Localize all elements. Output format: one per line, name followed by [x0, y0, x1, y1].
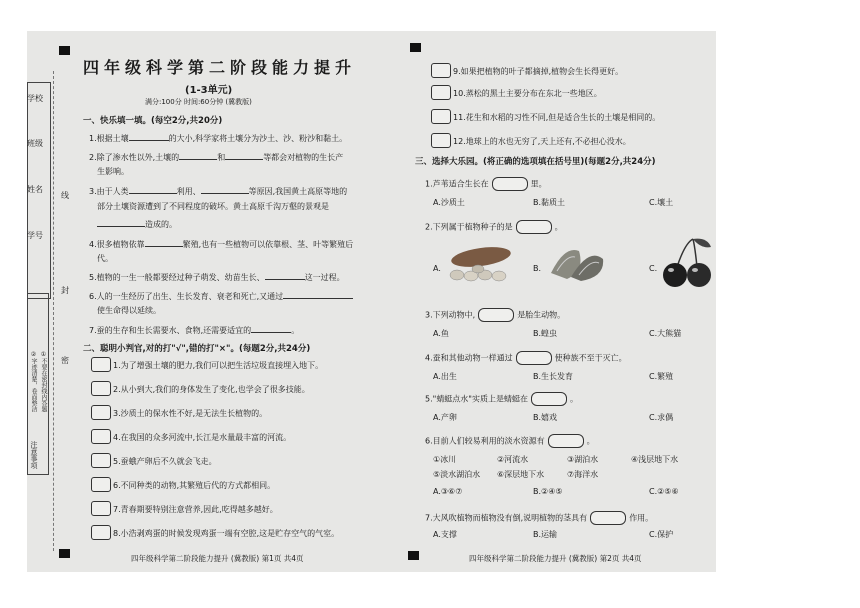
q5-option-b[interactable]: B.嬉戏 [533, 413, 558, 422]
registration-mark [408, 551, 419, 560]
fill-item-6: 6.人的一生经历了出生、生长发育、衰老和死亡,又通过 [89, 290, 353, 302]
unit-range: (1-3单元) [185, 85, 233, 96]
fill-item-3-cont: 部分土壤资源遭到了不同程度的破坏。黄土高原千沟万壑的景观是 [97, 202, 329, 211]
q7-option-c[interactable]: C.保护 [649, 530, 674, 539]
answer-blank[interactable] [97, 218, 145, 227]
judge-item-10: 10.蒸松的黑土主要分布在东北一些地区。 [453, 89, 602, 98]
judge-item-6: 6.不同种类的动物,其繁殖后代的方式都相同。 [113, 481, 276, 490]
q6-choice-3: ③湖泊水 [567, 455, 599, 464]
fill-item-3-cont2: 造成的。 [97, 218, 177, 230]
q6-option-b[interactable]: B.②④⑤ [533, 487, 563, 496]
q6-option-a[interactable]: A.③⑥⑦ [433, 487, 463, 496]
choice-q7-stem: 7.大风吹植物而植物没有倒,说明植物的茎具有 作用。 [425, 511, 653, 525]
choice-q5-stem: 5."蜻蜓点水"实质上是蜻蜓在 。 [425, 392, 578, 406]
answer-paren[interactable] [548, 434, 584, 448]
judge-item-7: 7.青春期要特别注意营养,因此,吃得越多越好。 [113, 505, 278, 514]
fill-item-6-cont: 使生命得以延续。 [97, 306, 161, 315]
fill-item-3: 3.由于人类 利用、 等原因,我国黄土高原等地的 [89, 187, 348, 196]
melon-slices-image [545, 243, 609, 283]
notes-label: 注意事项 [30, 441, 38, 469]
fill-item-4-cont: 代。 [97, 254, 113, 263]
judge-item-2: 2.从小到大,我们的身体发生了变化,也学会了很多技能。 [113, 385, 310, 394]
left-page-footer: 四年级科学第二阶段能力提升 (冀教版) 第1页 共4页 [131, 554, 304, 563]
fill-item-4: 4.很多植物依靠 繁殖,也有一些植物可以依靠根、茎、叶等繁殖后 [89, 240, 354, 249]
notes-line-2: ②字迹清楚，卷面整洁 [30, 351, 37, 412]
q2-option-a[interactable]: A. [433, 264, 441, 273]
name-label: 姓名 [27, 185, 43, 194]
judge-answer-box[interactable] [91, 477, 111, 492]
choice-q4-stem: 4.蚕和其他动物一样通过 使种族不至于灭亡。 [425, 351, 627, 365]
q6-choice-1: ①冰川 [433, 455, 457, 464]
q2-option-b[interactable]: B. [533, 264, 542, 273]
answer-blank[interactable] [265, 271, 305, 280]
answer-blank[interactable] [179, 151, 217, 160]
q6-choice-6: ⑥深层地下水 [497, 470, 545, 479]
answer-blank[interactable] [225, 151, 263, 160]
q7-option-b[interactable]: B.运输 [533, 530, 558, 539]
judge-answer-box[interactable] [431, 85, 451, 100]
judge-answer-box[interactable] [431, 133, 451, 148]
judge-item-1: 1.为了增强土壤的肥力,我们可以把生活垃圾直接埋入地下。 [113, 361, 324, 370]
judge-answer-box[interactable] [91, 429, 111, 444]
judge-item-9: 9.如果把植物的叶子都摘掉,植物会生长得更好。 [453, 67, 624, 76]
q3-option-b[interactable]: B.蝗虫 [533, 329, 558, 338]
registration-mark [59, 46, 70, 55]
answer-paren[interactable] [590, 511, 626, 525]
registration-mark [59, 549, 70, 558]
sweet-potato-seeds-image [443, 243, 519, 283]
section1-heading: 一、快乐填一填。(每空2分,共20分) [83, 116, 223, 126]
q4-option-b[interactable]: B.生长发育 [533, 372, 574, 381]
q6-option-c[interactable]: C.②⑤⑥ [649, 487, 679, 496]
judge-answer-box[interactable] [91, 453, 111, 468]
q4-option-a[interactable]: A.出生 [433, 372, 457, 381]
choice-q6-stem: 6.目前人们较易利用的淡水资源有 。 [425, 434, 595, 448]
judge-item-8: 8.小浩剥鸡蛋的时候发现鸡蛋一端有空腔,这是贮存空气的气室。 [113, 529, 340, 538]
q3-option-a[interactable]: A.鱼 [433, 329, 449, 338]
exam-meta: 满分:100分 时间:60分钟 (冀教版) [145, 98, 252, 106]
q1-option-c[interactable]: C.壤土 [649, 198, 674, 207]
answer-paren[interactable] [478, 308, 514, 322]
judge-item-3: 3.沙质土的保水性不好,是无法生长植物的。 [113, 409, 268, 418]
judge-answer-box[interactable] [91, 381, 111, 396]
number-label: 学号 [27, 231, 43, 240]
fill-item-2: 2.除了渗水性以外,土壤的 和 等都会对植物的生长产 [89, 153, 344, 162]
judge-item-12: 12.地球上的水也无穷了,天上还有,不必担心没水。 [453, 137, 631, 146]
answer-paren[interactable] [516, 220, 552, 234]
answer-blank[interactable] [129, 132, 169, 141]
fill-item-2-cont: 生影响。 [97, 167, 129, 176]
seal-line [53, 71, 54, 551]
answer-blank[interactable] [251, 324, 291, 333]
answer-paren[interactable] [492, 177, 528, 191]
q6-choice-5: ⑤淡水湖泊水 [433, 470, 481, 479]
fill-item-7: 7.蚕的生存和生长需要水、食物,还需要适宜的 。 [89, 326, 300, 335]
judge-item-11: 11.花生和水稻的习性不同,但是适合生长的土壤是相同的。 [453, 113, 661, 122]
q4-option-c[interactable]: C.繁殖 [649, 372, 674, 381]
judge-item-4: 4.在我国的众多河流中,长江是水量最丰富的河流。 [113, 433, 292, 442]
choice-q1-stem: 1.芦苇适合生长在 里。 [425, 177, 547, 191]
q1-option-b[interactable]: B.黏质土 [533, 198, 566, 207]
exam-title: 四年级科学第二阶段能力提升 [83, 58, 357, 77]
seal-line-label-line: 线 [61, 191, 69, 200]
exam-sheet [27, 31, 716, 572]
q6-choice-7: ⑦海洋水 [567, 470, 599, 479]
answer-paren[interactable] [516, 351, 552, 365]
judge-answer-box[interactable] [91, 405, 111, 420]
right-page-footer: 四年级科学第二阶段能力提升 (冀教版) 第2页 共4页 [469, 554, 642, 563]
answer-blank[interactable] [129, 185, 177, 194]
choice-q3-stem: 3.下列动物中, 是胎生动物。 [425, 308, 565, 322]
q6-choice-2: ②河流水 [497, 455, 529, 464]
q3-option-c[interactable]: C.大熊猫 [649, 329, 682, 338]
section3-heading: 三、选择大乐园。(将正确的选项填在括号里)(每题2分,共24分) [415, 157, 656, 167]
judge-answer-box[interactable] [91, 501, 111, 516]
q7-option-a[interactable]: A.支撑 [433, 530, 457, 539]
q5-option-c[interactable]: C.求偶 [649, 413, 674, 422]
class-label: 班级 [27, 139, 43, 148]
q2-option-c[interactable]: C. [649, 264, 658, 273]
notes-line-1: ①不要在密封线内答题 [40, 351, 47, 412]
judge-answer-box[interactable] [431, 109, 451, 124]
judge-item-5: 5.蚕蛾产卵后不久就会飞走。 [113, 457, 217, 466]
judge-answer-box[interactable] [91, 357, 111, 372]
judge-answer-box[interactable] [431, 63, 451, 78]
cherries-image [657, 237, 715, 291]
answer-blank[interactable] [201, 185, 249, 194]
q6-choice-4: ④浅层地下水 [631, 455, 679, 464]
answer-paren[interactable] [531, 392, 567, 406]
answer-blank[interactable] [145, 238, 183, 247]
section2-heading: 二、聪明小判官,对的打"√",错的打"×"。(每题2分,共24分) [83, 344, 311, 354]
seal-line-label-mi: 密 [61, 356, 69, 365]
seal-line-label-seal: 封 [61, 286, 69, 295]
fill-item-1: 1.根据土壤 的大小,科学家将土壤分为沙土、沙、粉沙和黏土。 [89, 134, 348, 143]
choice-q2-stem: 2.下列属于植物种子的是 。 [425, 220, 563, 234]
fill-item-5: 5.植物的一生一般都要经过种子萌发、幼苗生长、 这一过程。 [89, 273, 345, 282]
q5-option-a[interactable]: A.产卵 [433, 413, 457, 422]
q1-option-a[interactable]: A.沙质土 [433, 198, 465, 207]
judge-answer-box[interactable] [91, 525, 111, 540]
school-label: 学校 [27, 94, 43, 103]
registration-mark [410, 43, 421, 52]
answer-blank[interactable] [283, 290, 353, 299]
